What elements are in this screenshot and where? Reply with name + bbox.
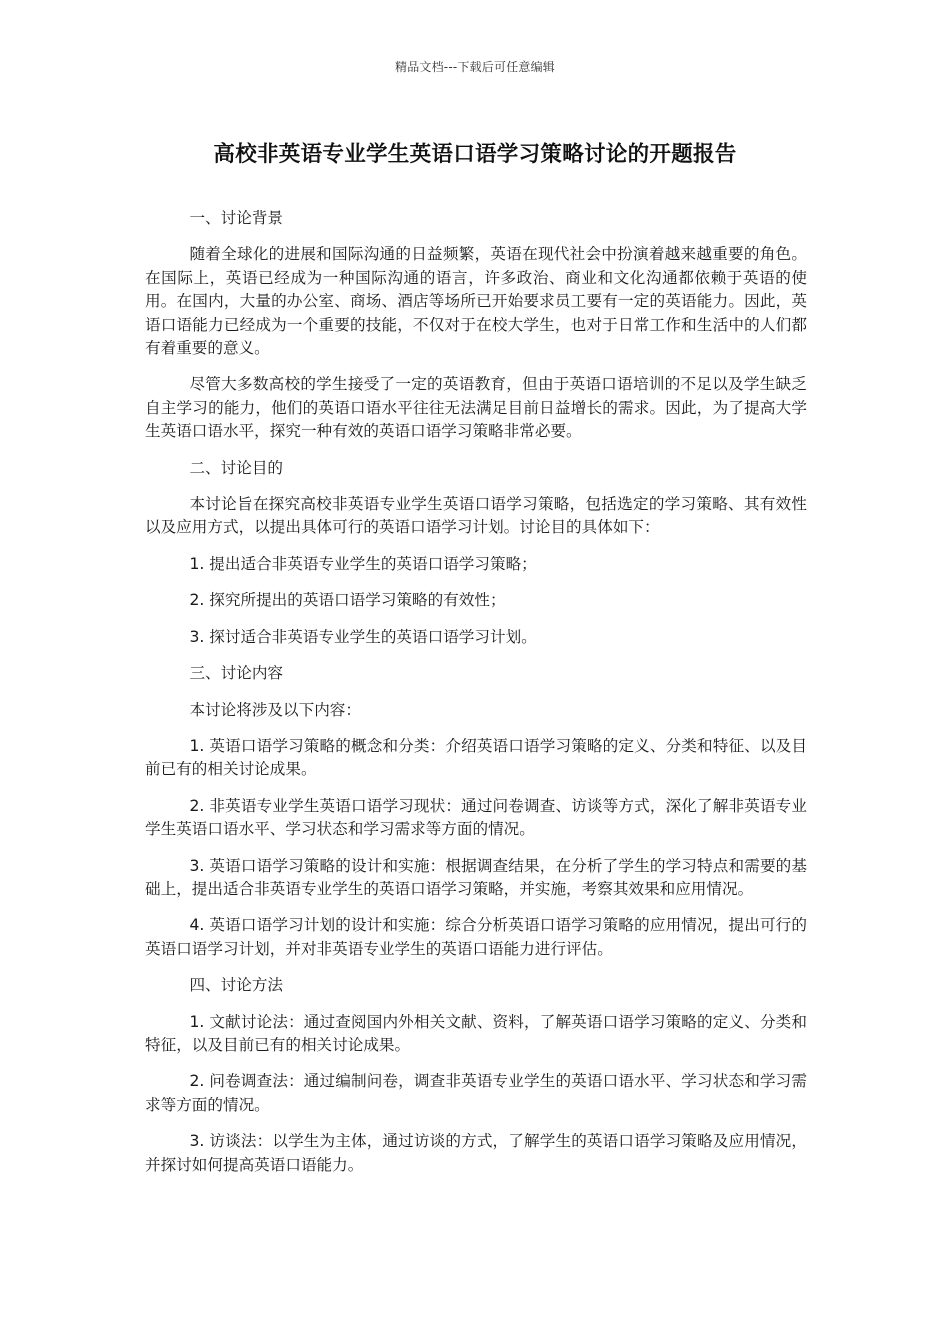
paragraph: 随着全球化的进展和国际沟通的日益频繁，英语在现代社会中扮演着越来越重要的角色。在国际上，英语已经成为一种国际沟通的语言，许多政治、商业和文化沟通都依赖于英语的使用。在国内，大量的办公室、商场、酒店等场所已开始要求员工要有一定的英语能力。因此，英语口语能力已经成为一个重要的技能，不仅对于在校大学生，也对于日常工作和生活中的人们都有着重要的意义。 xyxy=(145,245,807,358)
list-item: 3. 探讨适合非英语专业学生的英语口语学习计划。 xyxy=(189,627,537,646)
section-heading-content: 三、讨论内容 xyxy=(189,664,284,683)
list-item: 1. 文献讨论法：通过查阅国内外相关文献、资料，了解英语口语学习策略的定义、分类和特征，以及目前已有的相关讨论成果。 xyxy=(145,1012,807,1054)
list-item: 3. 英语口语学习策略的设计和实施：根据调查结果，在分析了学生的学习特点和需要的基础上，提出适合非英语专业学生的英语口语学习策略，并实施，考察其效果和应用情况。 xyxy=(145,856,807,898)
paragraph: 尽管大多数高校的学生接受了一定的英语教育，但由于英语口语培训的不足以及学生缺乏自主学习的能力，他们的英语口语水平往往无法满足目前日益增长的需求。因此，为了提高大学生英语口语水平，探究一种有效的英语口语学习策略非常必要。 xyxy=(145,375,807,441)
section-heading-purpose: 二、讨论目的 xyxy=(189,458,284,477)
list-item: 1. 英语口语学习策略的概念和分类：介绍英语口语学习策略的定义、分类和特征、以及目前已有的相关讨论成果。 xyxy=(145,736,807,779)
paragraph: 本讨论将涉及以下内容： xyxy=(189,700,361,719)
section-heading-method: 四、讨论方法 xyxy=(189,976,284,995)
list-item: 2. 问卷调查法：通过编制问卷，调查非英语专业学生的英语口语水平、学习状态和学习需求等方面的情况。 xyxy=(145,1072,807,1114)
document-body xyxy=(145,207,807,1177)
list-item: 4. 英语口语学习计划的设计和实施：综合分析英语口语学习策略的应用情况，提出可行的英语口语学习计划，并对非英语专业学生的英语口语能力进行评估。 xyxy=(145,916,807,958)
document-title: 高校非英语专业学生英语口语学习策略讨论的开题报告 xyxy=(213,142,737,167)
list-item: 1. 提出适合非英语专业学生的英语口语学习策略； xyxy=(189,554,537,573)
header-note: 精品文档---下载后可任意编辑 xyxy=(395,60,555,74)
paragraph: 本讨论旨在探究高校非英语专业学生英语口语学习策略，包括选定的学习策略、其有效性以及应用方式，以提出具体可行的英语口语学习计划。讨论目的具体如下： xyxy=(145,495,807,537)
list-item: 2. 探究所提出的英语口语学习策略的有效性； xyxy=(189,591,506,610)
list-item: 2. 非英语专业学生英语口语学习现状：通过问卷调查、访谈等方式，深化了解非英语专业学生英语口语水平、学习状态和学习需求等方面的情况。 xyxy=(145,796,807,839)
list-item: 3. 访谈法：以学生为主体，通过访谈的方式，了解学生的英语口语学习策略及应用情况，并探讨如何提高英语口语能力。 xyxy=(145,1132,807,1174)
section-heading-background: 一、讨论背景 xyxy=(189,209,284,227)
